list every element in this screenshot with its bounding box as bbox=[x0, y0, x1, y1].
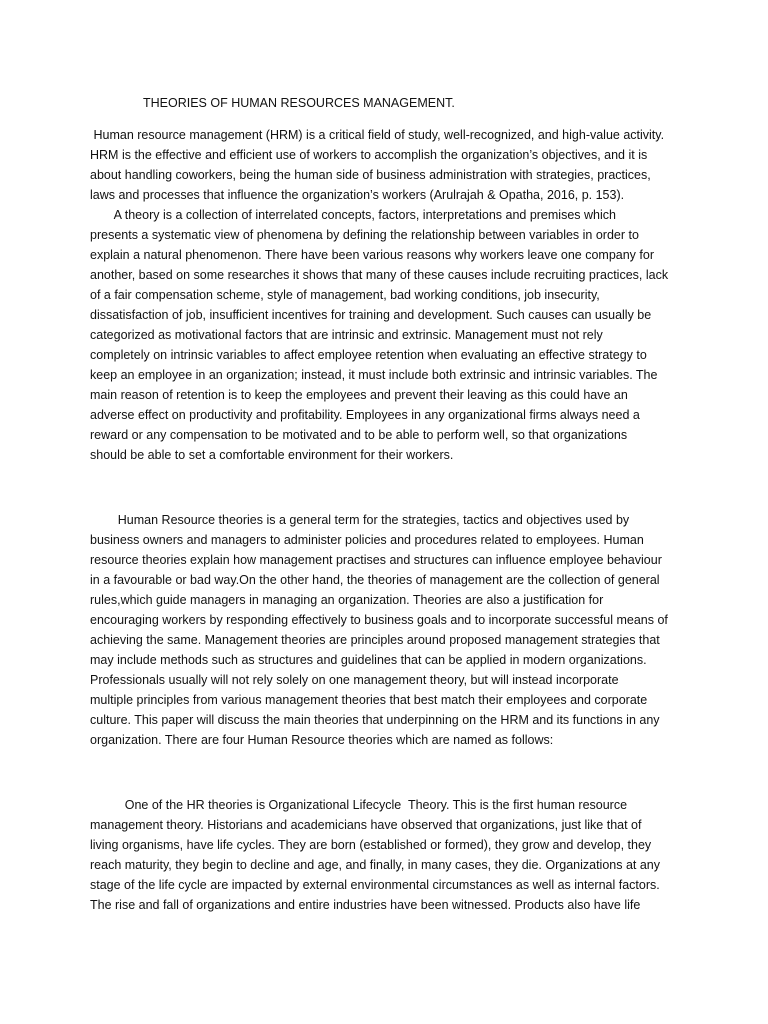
paragraph-line: reward or any compensation to be motivated and to be able to perform well, so that organizations bbox=[90, 428, 628, 442]
paragraph-line: Human Resource theories is a general term for the strategies, tactics and objectives used by bbox=[90, 513, 630, 527]
paragraph-line: categorized as motivational factors that are intrinsic and extrinsic. Management must not rely bbox=[90, 328, 603, 342]
paragraph-line: presents a systematic view of phenomena by defining the relationship between variables in order to bbox=[90, 228, 639, 242]
paragraph-hr-theories bbox=[90, 510, 690, 750]
paragraph-line: culture. This paper will discuss the main theories that underpinning on the HRM and its functions in any bbox=[90, 713, 660, 727]
paragraph-line: about handling coworkers, being the human side of business administration with strategies, practices, bbox=[90, 168, 651, 182]
paragraph-line: main reason of retention is to keep the employees and prevent their leaving as this could have an bbox=[90, 388, 628, 402]
paragraph-line: Professionals usually will not rely solely on one management theory, but will instead incorporate bbox=[90, 673, 619, 687]
paragraph-line: HRM is the effective and efficient use of workers to accomplish the organization’s objectives, and it is bbox=[90, 148, 648, 162]
paragraph-line: laws and processes that influence the organization’s workers (Arulrajah & Opatha, 2016, p. 153). bbox=[90, 188, 625, 202]
paragraph-line: reach maturity, they begin to decline and age, and finally, in many cases, they die. Organizations at any bbox=[90, 858, 661, 872]
paragraph-lifecycle-theory bbox=[90, 795, 690, 915]
paragraph-line: dissatisfaction of job, insufficient incentives for training and development. Such causes can usually be bbox=[90, 308, 652, 322]
paragraph-line: may include methods such as structures and guidelines that can be applied in modern organizations. bbox=[90, 653, 647, 667]
paragraph-line: The rise and fall of organizations and entire industries have been witnessed. Products also have life bbox=[90, 898, 641, 912]
paragraph-line: encouraging workers by responding effectively to business goals and to incorporate successful means of bbox=[90, 613, 668, 627]
paragraph-line: stage of the life cycle are impacted by external environmental circumstances as well as internal factors. bbox=[90, 878, 660, 892]
paragraph-line: resource theories explain how management practises and structures can influence employee behaviour bbox=[90, 553, 662, 567]
paragraph-line: explain a natural phenomenon. There have been various reasons why workers leave one company for bbox=[90, 248, 654, 262]
paragraph-line: keep an employee in an organization; instead, it must include both extrinsic and intrinsic variables. The bbox=[90, 368, 658, 382]
paragraph-line: business owners and managers to administer policies and procedures related to employees. Human bbox=[90, 533, 644, 547]
paragraph-line: in a favourable or bad way.On the other hand, the theories of management are the collection of general bbox=[90, 573, 660, 587]
paragraph-line: completely on intrinsic variables to affect employee retention when evaluating an effective strategy to bbox=[90, 348, 647, 362]
paragraph-line: organization. There are four Human Resource theories which are named as follows: bbox=[90, 733, 554, 747]
paragraph-line: rules,which guide managers in managing an organization. Theories are also a justification for bbox=[90, 593, 604, 607]
paragraph-line: management theory. Historians and academicians have observed that organizations, just like that of bbox=[90, 818, 642, 832]
paragraph-line: of a fair compensation scheme, style of management, bad working conditions, job insecurity, bbox=[90, 288, 600, 302]
paragraph-line: achieving the same. Management theories are principles around proposed management strategies that bbox=[90, 633, 660, 647]
paragraph-line: Human resource management (HRM) is a critical field of study, well-recognized, and high-value activity. bbox=[90, 128, 665, 142]
paragraph-line: living organisms, have life cycles. They are born (established or formed), they grow and develop, they bbox=[90, 838, 652, 852]
paragraph-line: A theory is a collection of interrelated concepts, factors, interpretations and premises which bbox=[90, 208, 616, 222]
paragraph-line: another, based on some researches it shows that many of these causes include recruiting practices, lack bbox=[90, 268, 669, 282]
paragraph-intro bbox=[90, 125, 690, 465]
paragraph-line: One of the HR theories is Organizational Lifecycle Theory. This is the first human resource bbox=[90, 798, 628, 812]
paragraph-line: should be able to set a comfortable environment for their workers. bbox=[90, 448, 454, 462]
paragraph-line: adverse effect on productivity and profitability. Employees in any organizational firms always need a bbox=[90, 408, 640, 422]
paragraph-line: multiple principles from various management theories that best match their employees and corporate bbox=[90, 693, 648, 707]
document-title: THEORIES OF HUMAN RESOURCES MANAGEMENT. bbox=[143, 96, 455, 110]
